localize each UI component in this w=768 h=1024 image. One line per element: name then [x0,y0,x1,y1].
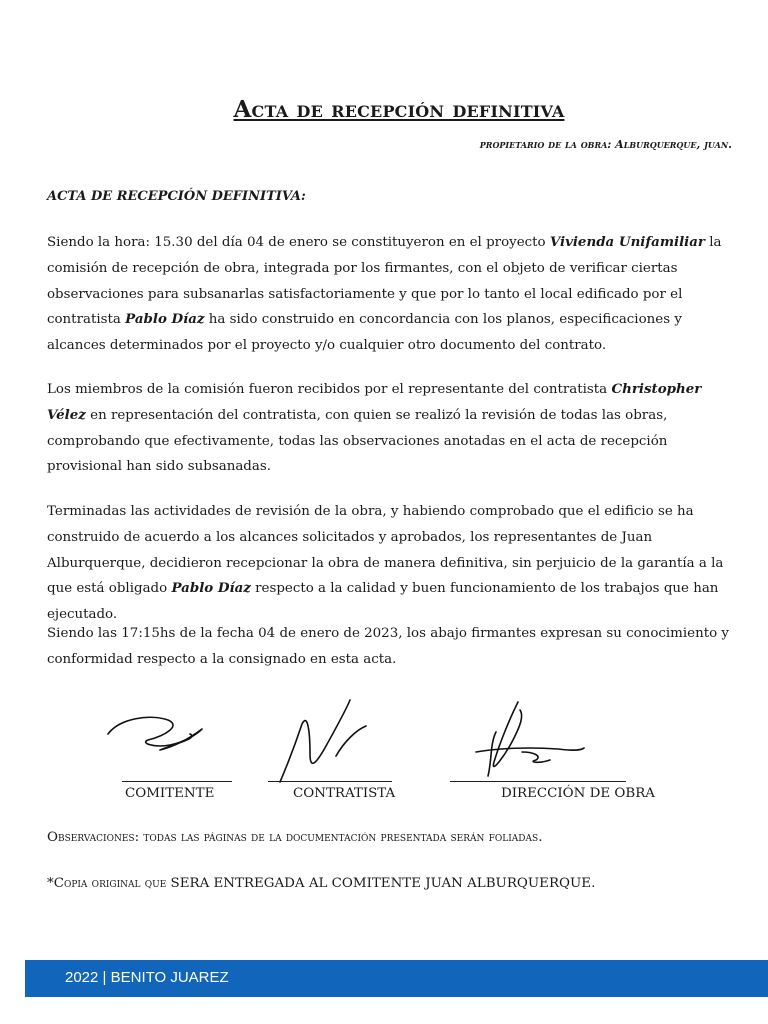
project-name: Vivienda Unifamiliar [549,234,705,250]
signature-line-contratista [268,781,392,782]
observations-note: Observaciones: todas las páginas de la documentación presentada serán foliadas. [47,830,543,845]
signature-label-direccion: DIRECCIÓN DE OBRA [501,786,655,801]
signature-direccion [476,702,584,776]
section-heading: ACTA DE RECEPCIÓN DEFINITIVA: [47,189,306,204]
p1-text-1: Siendo la hora: 15.30 del día 04 de enero se constituyeron en el proyecto [47,235,550,250]
signature-line-direccion [450,781,626,782]
signature-line-comitente [122,781,232,782]
footer-text: 2022 | BENITO JUAREZ [65,969,229,986]
p2-text-2: en representación del contratista, con quien se realizó la revisión de todas las obras, comprobando que efectivamente, todas las observaciones anotadas en el acta de recepción provisional han sido subsanadas. [47,407,668,475]
contractor-name: Pablo Díaz [125,311,205,328]
signature-label-comitente: COMITENTE [125,786,215,801]
document-title: Acta de recepción definitiva [233,96,565,123]
p1-text-2: la comisión de recepción de obra, integrada por los firmantes, con el objeto de verificar ciertas observaciones para subsanarlas satisfactoriamente y que por lo tanto el local edificado por el contratista [47,235,722,328]
p1-text-3: ha sido construido en concordancia con los planos, especificaciones y alcances determinados por el proyecto y/o cualquier otro documento del contrato. [47,312,682,354]
owner-line: propietario de la obra: Alburquerque, juan. [479,138,732,151]
paragraph-4: Siendo las 17:15hs de la fecha 04 de enero de 2023, los abajo firmantes expresan su conocimiento y conformidad respecto a la consignado en esta acta. [47,626,729,667]
copy-note [47,876,595,891]
signature-label-contratista: CONTRATISTA [293,786,396,801]
contractor-name-2: Pablo Díaz [171,580,251,597]
copy-note-rest: SERA ENTREGADA AL COMITENTE JUAN ALBURQUERQUE. [166,876,596,891]
p3-text-2: respecto a la calidad y buen funcionamiento de los trabajos que han ejecutado. [47,581,719,623]
copy-note-prefix: *Copia original que [47,876,167,891]
p3-text-1: Terminadas las actividades de revisión de la obra, y habiendo comprobado que el edificio se ha construido de acuerdo a los alcances solicitados y aprobados, los representantes de Juan Alburquerque, decidieron recepcionar la obra de manera definitiva, sin perjuicio de la garantía a la que está obligado [47,504,724,597]
paragraph-1 [47,230,737,359]
signature-contratista [280,700,366,782]
representative-name: Christopher Vélez [47,381,702,423]
paragraph-3 [47,499,737,628]
signature-comitente [108,717,202,750]
footer-bar [25,960,768,997]
signatures-graphic [90,690,610,790]
p2-text-1: Los miembros de la comisión fueron recibidos por el representante del contratista [47,382,612,397]
paragraph-2 [47,377,737,480]
